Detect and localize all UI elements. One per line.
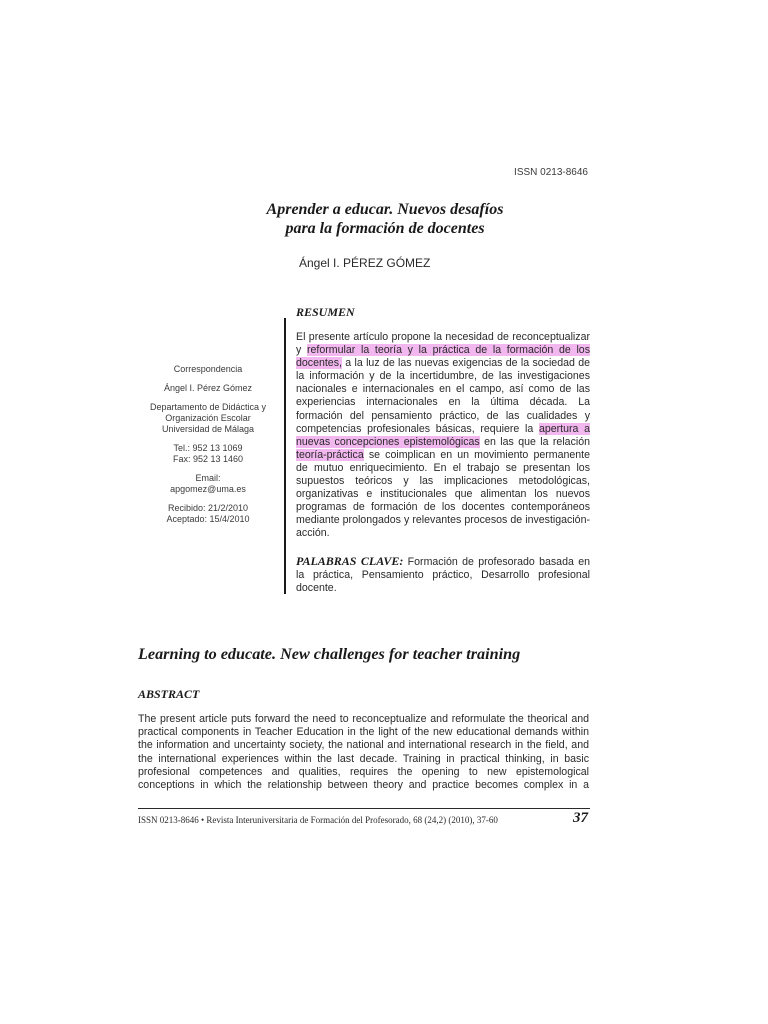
spanish-title-line-1: Aprender a educar. Nuevos desafíos xyxy=(266,201,504,218)
resumen-highlight-3: teoría-práctica xyxy=(296,448,364,461)
resumen-text-1: El presente artículo propone la necesidad de reconceptualizar y xyxy=(296,331,590,357)
issn-header: ISSN 0213-8646 xyxy=(514,167,588,178)
email-label: Email: xyxy=(195,473,221,483)
correspondence-label: Correspondencia xyxy=(173,364,243,374)
resumen-heading: RESUMEN xyxy=(296,305,355,319)
resumen-body xyxy=(296,331,590,541)
footer-citation: ISSN 0213-8646 • Revista Interuniversitaria de Formación del Profesorado, 68 (24,2) (2010), 37-60 xyxy=(138,815,498,825)
resumen-text-3: en las que la relación xyxy=(479,435,591,448)
accepted-date: Aceptado: 15/4/2010 xyxy=(166,514,250,524)
correspondence-name: Ángel I. Pérez Gómez xyxy=(163,383,253,393)
resumen-text-2: a la luz de las nuevas exigencias de la sociedad de la información y de la incertidumbre, de las investigaciones nacionales e internacionales en el campo, así como de las experiencias internacionales en la última década. La formación del pensamiento práctico, de las cualidades y competencias profesionales básicas, requiere la xyxy=(296,357,590,435)
email-address: apgomez@uma.es xyxy=(170,484,246,494)
department-line-3: Universidad de Málaga xyxy=(161,424,255,434)
received-date: Recibido: 21/2/2010 xyxy=(167,503,249,513)
spanish-title-line-2: para la formación de docentes xyxy=(285,220,485,237)
english-title: Learning to educate. New challenges for teacher training xyxy=(138,645,521,663)
fax: Fax: 952 13 1460 xyxy=(172,454,244,464)
abstract-body: The present article puts forward the need to reconceptualize and reformulate the theorical and practical components in Teacher Education in the light of the new educational demands within the information and uncertainty society, the national and international research in the field, and the international experiences within the last decade. Training in practical thinking, in basic profesional competences and qualities, requires the opening to new epistemological conceptions in which the relationship between theory and practice becomes complex in a xyxy=(138,713,589,792)
resumen-highlight-2: apertura a nuevas concepciones epistemológicas xyxy=(296,422,591,448)
telephone: Tel.: 952 13 1069 xyxy=(173,443,243,453)
resumen-text-4: se coimplican en un movimiento permanente de mutuo enriquecimiento. En el trabajo se presentan los supuestos teóricos y las implicaciones metodológicas, organizativas e institucionales que alimentan los nuevos programas de formación de los docentes contemporáneos mediante prolongados y relevantes procesos de investigación-acción. xyxy=(296,448,590,540)
page-number: 37 xyxy=(573,810,588,826)
vertical-divider xyxy=(284,318,286,594)
abstract-heading: ABSTRACT xyxy=(138,687,200,701)
keywords-label: PALABRAS CLAVE: xyxy=(296,554,404,568)
department-line-2: Organización Escolar xyxy=(165,413,251,423)
keywords xyxy=(296,555,590,595)
keywords-text: Formación de profesorado basada en la práctica, Pensamiento práctico, Desarrollo profesional docente. xyxy=(296,556,590,594)
author-name: Ángel I. PÉREZ GÓMEZ xyxy=(299,256,431,270)
footer-rule xyxy=(138,808,590,809)
department-line-1: Departamento de Didáctica y xyxy=(149,402,267,412)
correspondence-sidebar xyxy=(140,364,276,533)
resumen-highlight-1: reformular la teoría y la práctica de la formación de los docentes, xyxy=(296,344,591,370)
